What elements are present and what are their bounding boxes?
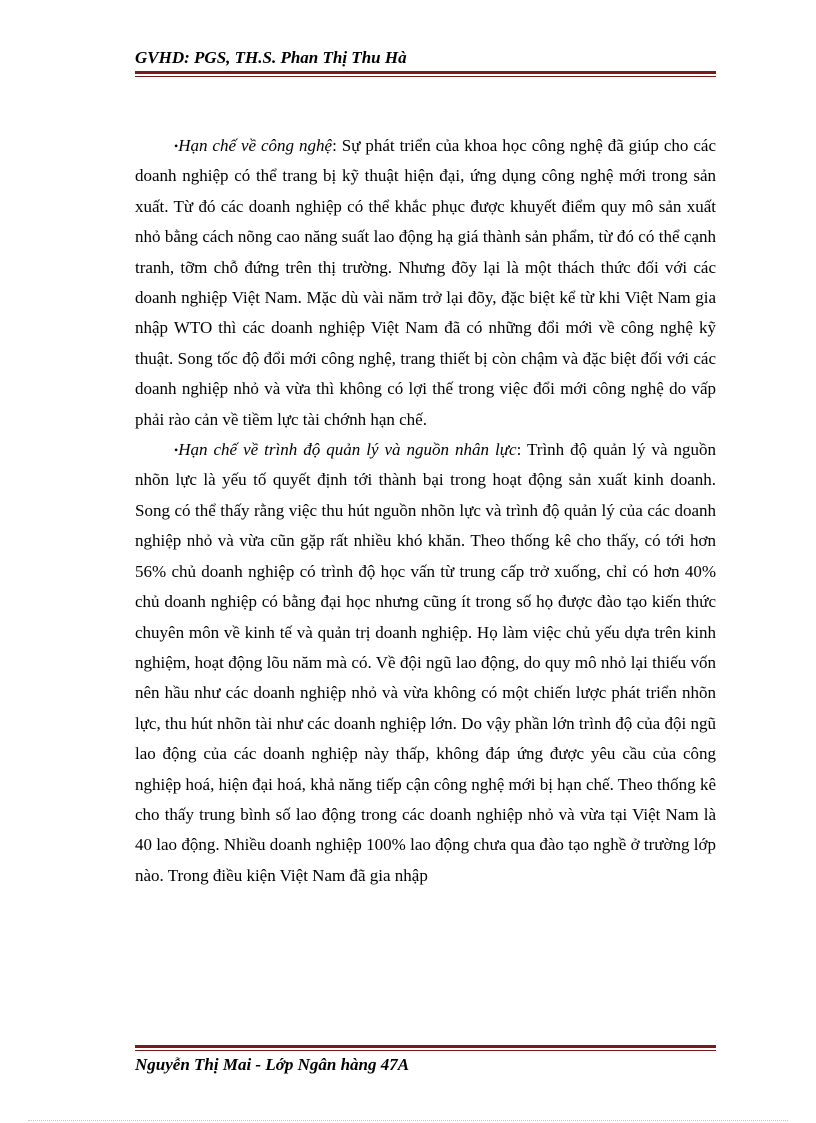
footer-rule-thin <box>135 1050 716 1051</box>
paragraph-term: Hạn chế về công nghệ <box>178 136 333 155</box>
page-footer: Nguyễn Thị Mai - Lớp Ngân hàng 47A <box>135 1055 410 1074</box>
paragraph-technology <box>135 131 716 435</box>
page-edge-divider <box>28 1120 788 1121</box>
paragraph-text: : Sự phát triển của khoa học công nghệ đã giúp cho các doanh nghiệp có thể trang bị kỹ thuật hiện đại, ứng dụng công nghệ mới trong sản xuất. Từ đó các doanh nghiệp có thể khắc phục được khuyết điểm quy mô sản xuất nhỏ bằng cách nõng cao năng suất lao động hạ giá thành sản phẩm, từ đó có thể cạnh tranh, tỡm chỗ đứng trên thị trường. Nhưng đõy lại là một thách thức đối với các doanh nghiệp Việt Nam. Mặc dù vài năm trở lại đõy, đặc biệt kể từ khi Việt Nam gia nhập WTO thì các doanh nghiệp Việt Nam đã có những đổi mới về công nghệ kỹ thuật. Song tốc độ đổi mới công nghệ, trang thiết bị còn chậm và đặc biệt đối với các doanh nghiệp nhỏ và vừa thì không có lợi thế trong việc đổi mới công nghệ do vấp phải rào cản về tiềm lực tài chớnh hạn chế. <box>135 136 716 429</box>
bullet-icon: • <box>174 139 179 153</box>
paragraph-term: Hạn chế về trình độ quản lý và nguồn nhân lực <box>178 440 517 460</box>
footer-rule <box>135 1045 716 1048</box>
paragraph-management <box>135 435 716 891</box>
page-header: GVHD: PGS, TH.S. Phan Thị Thu Hà <box>135 48 407 67</box>
bullet-icon: • <box>174 443 179 458</box>
header-rule-thin <box>135 76 716 77</box>
document-body <box>135 131 716 891</box>
paragraph-text: : Trình độ quản lý và nguồn nhõn lực là yếu tố quyết định tới thành bại trong hoạt động sản xuất kinh doanh. Song có thể thấy rằng việc thu hút nguồn nhõn lực và trình độ quản lý của các doanh nghiệp nhỏ và vừa cũn gặp rất nhiều khó khăn. Theo thống kê cho thấy, có tới hơn 56% chủ doanh nghiệp có trình độ học vấn từ trung cấp trở xuống, chỉ có hơn 40% chủ doanh nghiệp có bằng đại học nhưng cũng ít trong số họ được đào tạo kiến thức chuyên môn về kinh tế và quản trị doanh nghiệp. Họ làm việc chủ yếu dựa trên kinh nghiệm, hoạt động lõu năm mà có. Về đội ngũ lao động, do quy mô nhỏ lại thiếu vốn nên hầu như các doanh nghiệp nhỏ và vừa không có một chiến lược phát triển nhõn lực, thu hút nhõn tài như các doanh nghiệp lớn. Do vậy phần lớn trình độ của đội ngũ lao động của các doanh nghiệp này thấp, không đáp ứng được yêu cầu của công nghiệp hoá, hiện đại hoá, khả năng tiếp cận công nghệ mới bị hạn chế. Theo thống kê cho thấy trung bình số lao động trong các doanh nghiệp nhỏ và vừa tại Việt Nam là 40 lao động. Nhiều doanh nghiệp 100% lao động chưa qua đào tạo nghề ở trường lớp nào. Trong điều kiện Việt Nam đã gia nhập <box>135 440 717 885</box>
header-rule <box>135 71 716 74</box>
